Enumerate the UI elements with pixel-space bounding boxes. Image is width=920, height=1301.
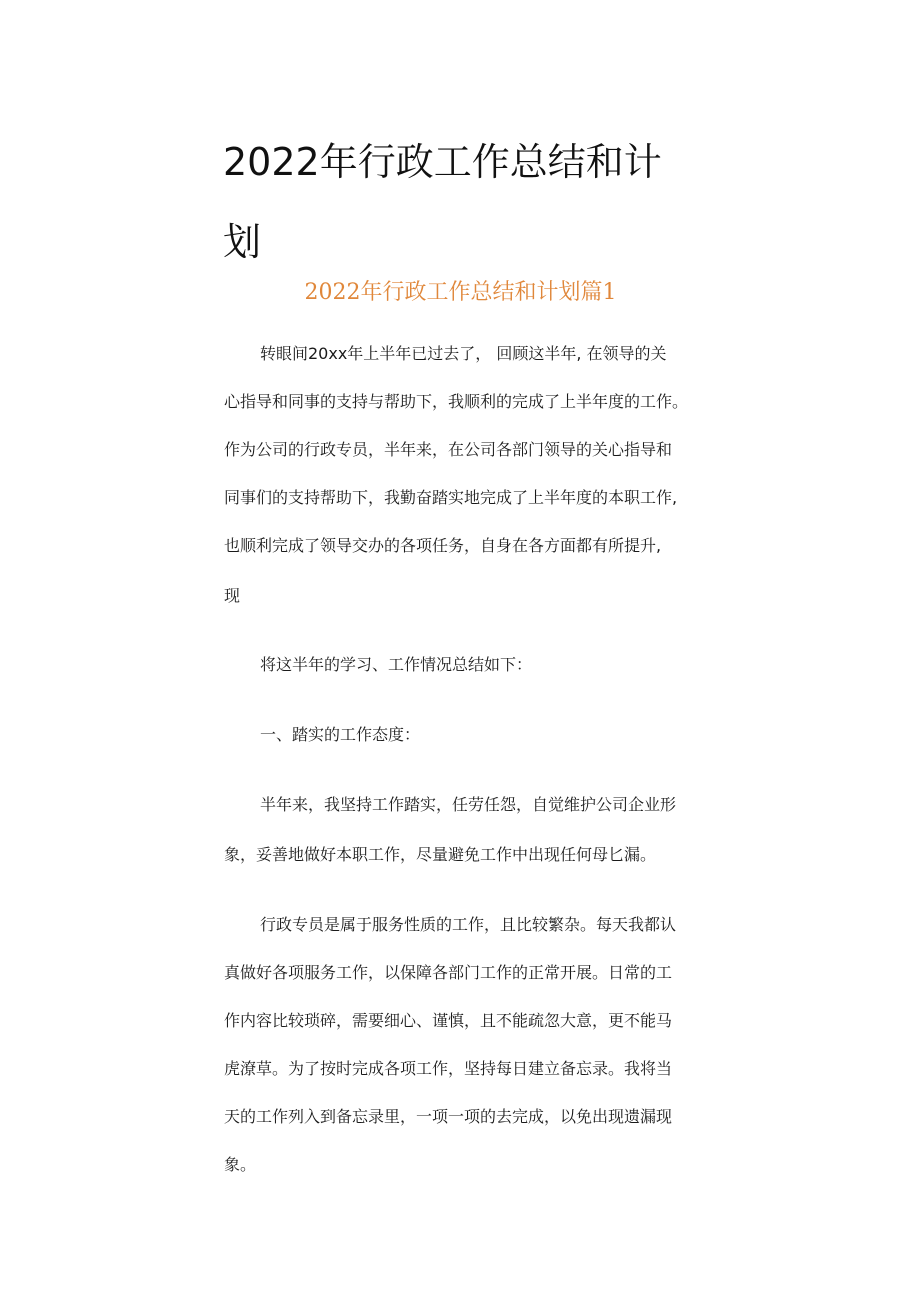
paragraph-1-line-2: 心指导和同事的支持与帮助下，我顺利的完成了上半年度的工作。 [224,392,689,411]
paragraph-5-line-5: 天的工作列入到备忘录里，一项一项的去完成，以免出现遗漏现 [224,1107,673,1126]
paragraph-5-line-6: 象。 [224,1155,257,1174]
document-title-line-1: 2022年行政工作总结和计 [223,140,662,184]
paragraph-4-line-1: 半年来，我坚持工作踏实，任劳任怨，自觉维护公司企业形 [260,795,677,814]
paragraph-1-line-5: 也顺利完成了领导交办的各项任务，自身在各方面都有所提升, [224,536,662,555]
section-heading: 2022年行政工作总结和计划篇1 [304,280,617,305]
paragraph-1-line-1: 转眼间20xx年上半年已过去了， 回顾这半年, 在领导的关 [260,344,667,363]
document-title-line-2: 划 [223,220,262,264]
paragraph-3-line-1: 一、踏实的工作态度： [260,725,421,744]
paragraph-1-line-4: 同事们的支持帮助下，我勤奋踏实地完成了上半年度的本职工作, [224,488,678,507]
paragraph-5-line-2: 真做好各项服务工作，以保障各部门工作的正常开展。日常的工 [224,963,673,982]
paragraph-2-line-1: 将这半年的学习、工作情况总结如下： [260,655,533,674]
paragraph-5-line-1: 行政专员是属于服务性质的工作，且比较繁杂。每天我都认 [260,915,677,934]
document-title [223,122,683,282]
paragraph-4-line-2: 象，妥善地做好本职工作，尽量避免工作中出现任何母匕漏。 [224,845,657,864]
paragraph-5-line-4: 虎潦草。为了按时完成各项工作，坚持每日建立备忘录。我将当 [224,1059,673,1078]
paragraph-1-line-3: 作为公司的行政专员，半年来，在公司各部门领导的关心指导和 [224,440,673,459]
paragraph-5-line-3: 作内容比较琐碎，需要细心、谨慎，且不能疏忽大意，更不能马 [224,1011,673,1030]
paragraph-1-line-6: 现 [224,586,241,605]
